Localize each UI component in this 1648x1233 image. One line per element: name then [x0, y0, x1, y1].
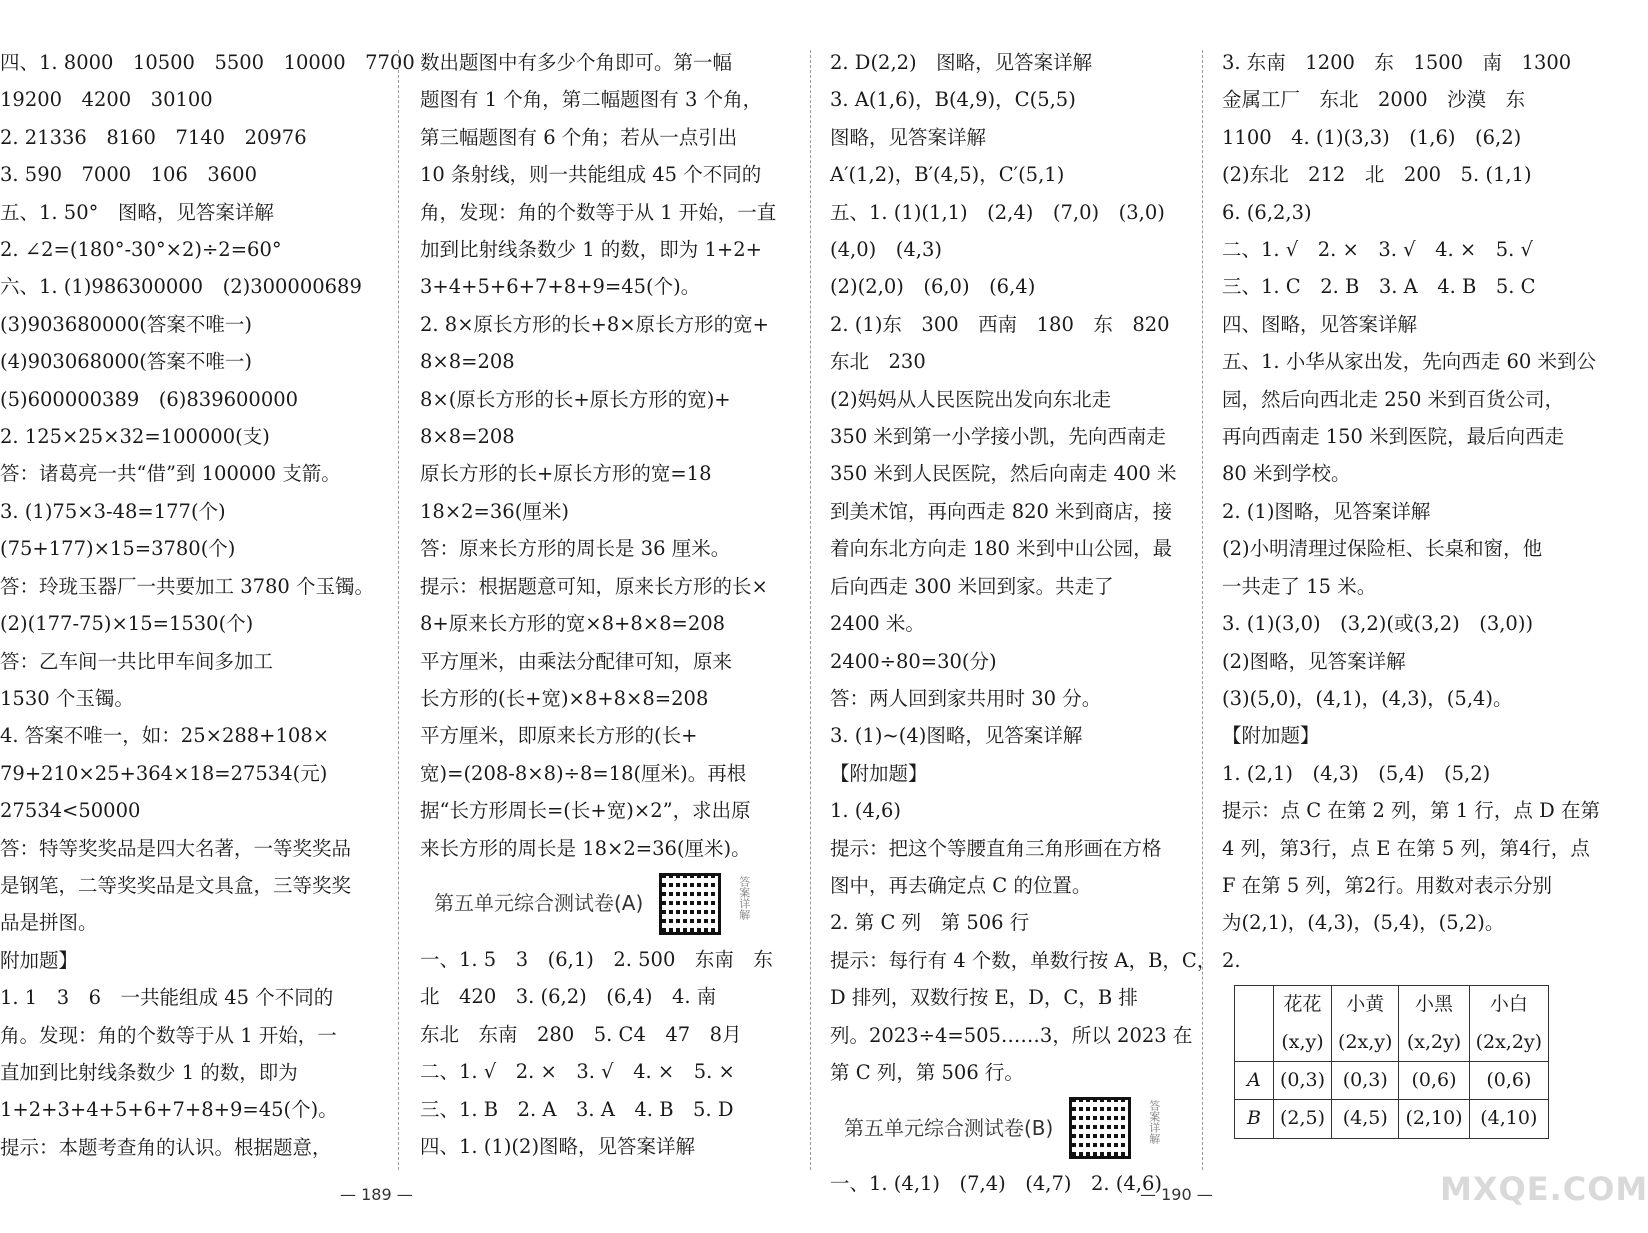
qr-code-icon[interactable] [659, 873, 721, 935]
text-line: 27534<50000 [0, 799, 141, 823]
text-line: (2)小明清理过保险柜、长桌和窗，他 [1222, 537, 1543, 561]
header-coord: (2x,y) [1338, 1030, 1393, 1053]
text-line: 2400÷80=30(分) [830, 649, 997, 673]
text-line: 列。2023÷4=505……3，所以 2023 在 [830, 1023, 1193, 1047]
text-line: 8×8=208 [420, 350, 515, 374]
text-line: 原长方形的长+原长方形的宽=18 [420, 462, 712, 486]
text-line: 提示：把这个等腰直角三角形画在方格 [830, 836, 1162, 860]
qr-code-icon[interactable] [1069, 1097, 1131, 1159]
text-line: 3. (1)~(4)图略，见答案详解 [830, 724, 1083, 748]
text-line: 8×(原长方形的长+原长方形的宽)+ [420, 387, 731, 411]
text-line: 直加到比射线条数少 1 的数，即为 [0, 1060, 298, 1084]
table-cell: (0,3) [1274, 1061, 1332, 1099]
text-line: 2. 21336 8160 7140 20976 [0, 125, 307, 149]
table-row [1235, 1100, 1549, 1138]
text-line: 数出题图中有多少个角即可。第一幅 [420, 51, 733, 74]
text-line: 提示：点 C 在第 2 列，第 1 行，点 D 在第 [1222, 799, 1600, 823]
text-line: 350 米到第一小学接小凯，先向西南走 [830, 425, 1166, 449]
text-line: 3. (1)(3,0) (3,2)(或(3,2) (3,0)) [1222, 612, 1534, 636]
text-line: 二、1. √ 2. × 3. √ 4. × 5. × [420, 1060, 735, 1084]
text-line: 着向东北方向走 180 米到中山公园，最 [830, 537, 1173, 561]
page-number-right: — 190 — [1140, 1185, 1213, 1204]
text-line: (5)600000389 (6)839600000 [0, 387, 299, 411]
text-line: 三、1. B 2. A 3. A 4. B 5. D [420, 1097, 734, 1121]
row-label: B [1235, 1100, 1274, 1138]
text-line: 为(2,1)，(4,3)，(5,4)，(5,2)。 [1222, 911, 1505, 935]
text-line: 10 条射线，则一共能组成 45 个不同的 [420, 163, 762, 187]
text-line: 1+2+3+4+5+6+7+8+9=45(个)。 [0, 1098, 338, 1122]
column-4-lines [1222, 44, 1600, 979]
row-label: A [1235, 1061, 1274, 1099]
text-line: 五、1. 50° 图略，见答案详解 [0, 200, 274, 224]
text-line: 答：特等奖奖品是四大名著，一等奖奖品 [0, 836, 352, 860]
text-line: 【附加题】 [1222, 724, 1320, 748]
table-header-cell [1399, 986, 1469, 1062]
text-line: 1. (2,1) (4,3) (5,4) (5,2) [1222, 761, 1491, 785]
text-line: 东北 230 [830, 350, 926, 374]
table-cell: (4,5) [1332, 1100, 1399, 1138]
text-line: 第三幅题图有 6 个角；若从一点引出 [420, 125, 738, 149]
text-line: 平方厘米，即原来长方形的(长+ [420, 724, 698, 748]
text-line: 五、1. 小华从家出发，先向西走 60 米到公 [1222, 350, 1597, 374]
text-line: 3. A(1,6)，B(4,9)，C(5,5) [830, 88, 1076, 112]
header-name: 花花 [1283, 993, 1322, 1016]
text-line: 6. (6,2,3) [1222, 200, 1312, 224]
text-line: 金属工厂 东北 2000 沙漠 东 [1222, 88, 1526, 112]
text-line: 提示：根据题意可知，原来长方形的长× [420, 574, 768, 598]
text-line: 图略，见答案详解 [830, 125, 987, 149]
text-line: 2. [1222, 948, 1241, 972]
table-cell: (2,5) [1274, 1100, 1332, 1138]
text-line: (2)图略，见答案详解 [1222, 649, 1406, 673]
header-name: 小黄 [1346, 993, 1385, 1016]
table-header-cell [1274, 986, 1332, 1062]
text-line: 1. (4,6) [830, 799, 902, 823]
coordinates-table [1234, 985, 1549, 1139]
text-line: 角，发现：角的个数等于从 1 开始，一直 [420, 200, 777, 224]
unit5a-title: 第五单元综合测试卷(A) [434, 891, 644, 916]
table-corner [1235, 986, 1274, 1062]
text-line: 350 米到人民医院，然后向南走 400 米 [830, 462, 1177, 486]
header-coord: (2x,2y) [1475, 1030, 1543, 1053]
text-line: 题图有 1 个角，第二幅题图有 3 个角， [420, 88, 763, 112]
text-line: 2. ∠2=(180°-30°×2)÷2=60° [0, 238, 282, 262]
text-line: 后向西走 300 米回到家。共走了 [830, 574, 1114, 598]
column-divider [1202, 50, 1203, 1170]
text-line: 2. 8×原长方形的长+8×原长方形的宽+ [420, 312, 769, 336]
text-line: 答：原来长方形的周长是 36 厘米。 [420, 537, 731, 561]
text-line: (2)(177-75)×15=1530(个) [0, 612, 254, 636]
table-cell: (0,6) [1399, 1061, 1469, 1099]
text-line: 3. (1)75×3-48=177(个) [0, 499, 226, 523]
text-line: 东北 东南 280 5. C4 47 8月 [420, 1022, 742, 1046]
text-line: 8+原来长方形的宽×8+8×8=208 [420, 612, 726, 636]
text-line: 提示：每行有 4 个数，单数行按 A，B，C， [830, 948, 1217, 972]
table-header-cell [1332, 986, 1399, 1062]
text-line: 再向西南走 150 米到医院，最后向西走 [1222, 425, 1565, 449]
text-line: 第 C 列，第 506 行。 [830, 1060, 1024, 1084]
column-3-top [830, 44, 1217, 1091]
text-line: (3)(5,0)，(4,1)，(4,3)，(5,4)。 [1222, 686, 1513, 710]
table-cell: (0,3) [1332, 1061, 1399, 1099]
column-3 [830, 44, 1217, 1203]
text-line: 长方形的(长+宽)×8+8×8=208 [420, 686, 709, 710]
text-line: 来长方形的周长是 18×2=36(厘米)。 [420, 836, 751, 860]
unit5b-title: 第五单元综合测试卷(B) [844, 1115, 1054, 1140]
text-line: 80 米到学校。 [1222, 462, 1351, 486]
text-line: 2. D(2,2) 图略，见答案详解 [830, 51, 1093, 74]
text-line: 据“长方形周长=(长+宽)×2”，求出原 [420, 799, 751, 823]
column-4 [1222, 44, 1600, 1139]
table-cell: (0,6) [1469, 1061, 1549, 1099]
text-line: 1. 1 3 6 一共能组成 45 个不同的 [0, 986, 334, 1010]
text-line: 19200 4200 30100 [0, 88, 213, 112]
text-line: 二、1. √ 2. × 3. √ 4. × 5. √ [1222, 238, 1533, 262]
text-line: 五、1. (1)(1,1) (2,4) (7,0) (3,0) [830, 200, 1165, 224]
text-line: 北 420 3. (6,2) (6,4) 4. 南 [420, 985, 717, 1009]
table-cell: (4,10) [1469, 1100, 1549, 1138]
text-line: 六、1. (1)986300000 (2)300000689 [0, 275, 362, 299]
text-line: 1100 4. (1)(3,3) (1,6) (6,2) [1222, 125, 1522, 149]
text-line: 一共走了 15 米。 [1222, 574, 1377, 598]
text-line: 园，然后向西北走 250 米到百货公司， [1222, 387, 1565, 411]
header-name: 小黑 [1415, 993, 1454, 1016]
text-line: 平方厘米，由乘法分配律可知，原来 [420, 649, 733, 673]
column-2-bottom [420, 941, 792, 1165]
column-divider [810, 50, 811, 1170]
text-line: 2. (1)图略，见答案详解 [1222, 499, 1431, 523]
text-line: 角。发现：角的个数等于从 1 开始，一 [0, 1023, 337, 1047]
table-header-cell [1469, 986, 1549, 1062]
text-line: 8×8=208 [420, 425, 515, 449]
text-line: 四、1. (1)(2)图略，见答案详解 [420, 1134, 696, 1158]
text-line: 一、1. 5 3 (6,1) 2. 500 东南 东 [420, 947, 773, 971]
text-line: 2. (1)东 300 西南 180 东 820 [830, 312, 1170, 336]
text-line: 答：玲珑玉器厂一共要加工 3780 个玉镯。 [0, 574, 375, 598]
text-line: 附加题】 [0, 948, 79, 972]
text-line: (4,0) (4,3) [830, 238, 942, 262]
text-line: 3. 东南 1200 东 1500 南 1300 [1222, 51, 1572, 74]
text-line: 提示：本题考查角的认识。根据题意， [0, 1135, 332, 1159]
qr-label: 答案详解 [1147, 1100, 1161, 1145]
text-line: A′(1,2)，B′(4,5)，C′(5,1) [830, 163, 1065, 187]
column-2 [420, 44, 792, 1165]
column-1 [0, 44, 415, 1166]
text-line: 答：诸葛亮一共“借”到 100000 支箭。 [0, 462, 341, 486]
header-name: 小白 [1489, 993, 1528, 1016]
table-row [1235, 1061, 1549, 1099]
text-line: D 排列，双数行按 E，D，C，B 排 [830, 986, 1138, 1010]
text-line: 【附加题】 [830, 761, 928, 785]
text-line: (2)(2,0) (6,0) (6,4) [830, 275, 1036, 299]
text-line: 四、图略，见答案详解 [1222, 312, 1418, 336]
column-2-top [420, 44, 792, 867]
text-line: 18×2=36(厘米) [420, 499, 569, 523]
text-line: 到美术馆，再向西走 820 米到商店，接 [830, 499, 1173, 523]
text-line: F 在第 5 列，第2行。用数对表示分别 [1222, 873, 1552, 897]
text-line: 79+210×25+364×18=27534(元) [0, 761, 328, 785]
text-line: (2)妈妈从人民医院出发向东北走 [830, 387, 1112, 411]
unit5b-heading [830, 1091, 1195, 1165]
text-line: 三、1. C 2. B 3. A 4. B 5. C [1222, 275, 1536, 299]
text-line: 2. 125×25×32=100000(支) [0, 425, 270, 449]
text-line: 品是拼图。 [0, 911, 98, 935]
qr-label: 答案详解 [737, 875, 751, 920]
text-line: 3. 590 7000 106 3600 [0, 163, 257, 187]
table-header-row [1235, 986, 1549, 1062]
text-line: 1530 个玉镯。 [0, 686, 134, 710]
text-line: 答：两人回到家共用时 30 分。 [830, 686, 1102, 710]
text-line: 加到比射线条数少 1 的数，即为 1+2+ [420, 238, 762, 262]
text-line: 4. 答案不唯一，如：25×288+108× [0, 724, 330, 748]
text-line: (4)903068000(答案不唯一) [0, 350, 252, 374]
text-line: (2)东北 212 北 200 5. (1,1) [1222, 163, 1532, 187]
text-line: 2400 米。 [830, 612, 925, 636]
text-line: 四、1. 8000 10500 5500 10000 7700 [0, 51, 415, 74]
text-line: 图中，再去确定点 C 的位置。 [830, 873, 1092, 897]
text-line: 3+4+5+6+7+8+9=45(个)。 [420, 275, 701, 299]
column-divider [398, 50, 399, 1170]
text-line: 是钢笔，二等奖奖品是文具盒，三等奖奖 [0, 873, 352, 897]
unit5a-heading [420, 867, 792, 941]
text-line: 2. 第 C 列 第 506 行 [830, 911, 1030, 935]
text-line: 宽)=(208-8×8)÷8=18(厘米)。再根 [420, 761, 747, 785]
text-line: 4 列，第3行，点 E 在第 5 列，第4行，点 [1222, 836, 1590, 860]
table-cell: (2,10) [1399, 1100, 1469, 1138]
text-line: 答：乙车间一共比甲车间多加工 [0, 649, 274, 673]
header-coord: (x,y) [1281, 1030, 1324, 1053]
text-line: (3)903680000(答案不唯一) [0, 312, 252, 336]
watermark: MXQE.COM [1440, 1170, 1648, 1208]
text-line: 一、1. (4,1) (7,4) (4,7) 2. (4,6) [830, 1172, 1163, 1196]
page-number-left: — 189 — [340, 1185, 413, 1204]
header-coord: (x,2y) [1406, 1030, 1462, 1053]
text-line: (75+177)×15=3780(个) [0, 537, 236, 561]
